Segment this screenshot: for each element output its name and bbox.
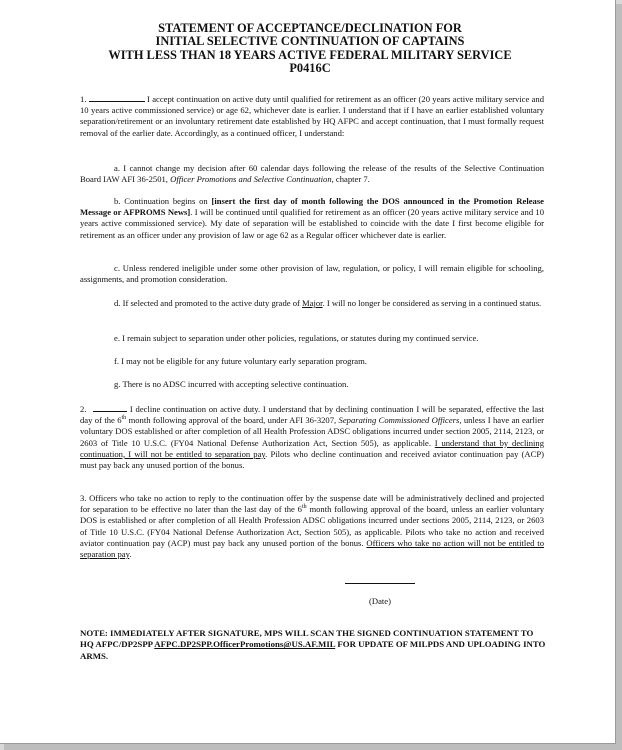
item-d: d. If selected and promoted to the active duty grade of Major. I will no longer be considered as serving in a continued status. [114, 298, 542, 308]
page-shadow-right [616, 4, 622, 750]
item-f: f. I may not be eligible for any future voluntary early separation program. [114, 356, 367, 366]
note-paragraph: NOTE: IMMEDIATELY AFTER SIGNATURE, MPS WILL SCAN THE SIGNED CONTINUATION STATEMENT TO HQ AFPC/DP2SPP AFPC.DP2SPP.OfficerPromotions@US.AF.MIL FOR UPDATE OF MILPDS AND UPLOADING INTO ARMS. [80, 628, 546, 661]
page-shadow-bottom [4, 744, 622, 750]
paragraph-1 [80, 93, 544, 139]
item-e: e. I remain subject to separation under other policies, regulations, or statutes during my continued service. [114, 333, 479, 343]
date-label: (Date) [369, 596, 391, 606]
paragraph-1-text: I accept continuation on active duty until qualified for retirement as an officer (20 years active military service and 10 years active commissioned service) or age 62, whichever date is earlier. I understand that if I have an earlier established voluntary separation/retirement or an involuntary retirement date established by HQ AFPC and accept continuation, that I must formally request removal of the earlier date. Accordingly, as a continued officer, I understand: [80, 94, 544, 138]
document-title [40, 22, 580, 76]
email-link[interactable]: AFPC.DP2SPP.OfficerPromotions@US.AF.MIL [154, 639, 336, 650]
title-line-4: P0416C [289, 61, 331, 76]
item-c: c. Unless rendered ineligible under some other provision of law, regulation, or policy, I will remain eligible for schooling, assignments, and promotion consideration. [80, 263, 544, 285]
title-line-2: INITIAL SELECTIVE CONTINUATION OF CAPTAINS [155, 34, 465, 49]
item-g: g. There is no ADSC incurred with accepting selective continuation. [114, 379, 349, 389]
paragraph-3: 3. Officers who take no action to reply to the continuation offer by the suspense date will be administratively declined and projected for separation to be effective no later than the last day of the 6th month following approval of the board, unless an earlier voluntary DOS is established or after completion of all Health Profession ADSC obligations incurred under sections 2005, 2114, 2123, or 2603 of Title 10 U.S.C. (FY04 National Defense Authorization Act, Section 505), as applicable. Pilots who take no action and received aviator continuation pay (ACP) must pay back any unused portion of the bonus. Officers who take no action will not be entitled to separation pay. [80, 493, 544, 560]
paragraph-2: 2. I decline continuation on active duty. I understand that by declining continuation I will be separated, effective the last day of the 6th month following approval of the board, under AFI 36-3207, Separating Commissioned Officers, unless I have an earlier voluntary DOS established or after completion of all Health Profession ADSC obligations incurred under section 2005, 2114, 2123, or 2603 of Title 10 U.S.C. (FY04 National Defense Authorization Act, Section 505), as applicable. I understand that by declining continuation, I will not be entitled to separation pay. Pilots who decline continuation and received aviator continuation pay (ACP) must pay back any unused portion of the bonus. [80, 404, 545, 471]
item-b: b. Continuation begins on [insert the first day of month following the DOS announced in the Promotion Release Message or AFPROMS News]. I will be continued until qualified for retirement as an officer (20 years active military service and 10 years active commissioned service). My date of separation will be established to coincide with the date I first become eligible for retirement as an officer under any provision of law or age 62 as a Regular officer whichever date is earlier. [80, 196, 544, 240]
accept-initials-blank[interactable] [89, 93, 145, 102]
paragraph-2-number: 2. [80, 404, 87, 414]
title-line-3: WITH LESS THAN 18 YEARS ACTIVE FEDERAL MILITARY SERVICE [108, 47, 512, 62]
item-a: a. I cannot change my decision after 60 calendar days following the release of the results of the Selective Continuation Board IAW AFI 36-2501, Officer Promotions and Selective Continuation, chapter 7. [80, 163, 544, 185]
title-line-1: STATEMENT OF ACCEPTANCE/DECLINATION FOR [158, 21, 462, 35]
decline-initials-blank[interactable] [93, 403, 127, 412]
paragraph-1-number: 1. [80, 94, 87, 104]
date-signature-line[interactable] [345, 583, 415, 584]
